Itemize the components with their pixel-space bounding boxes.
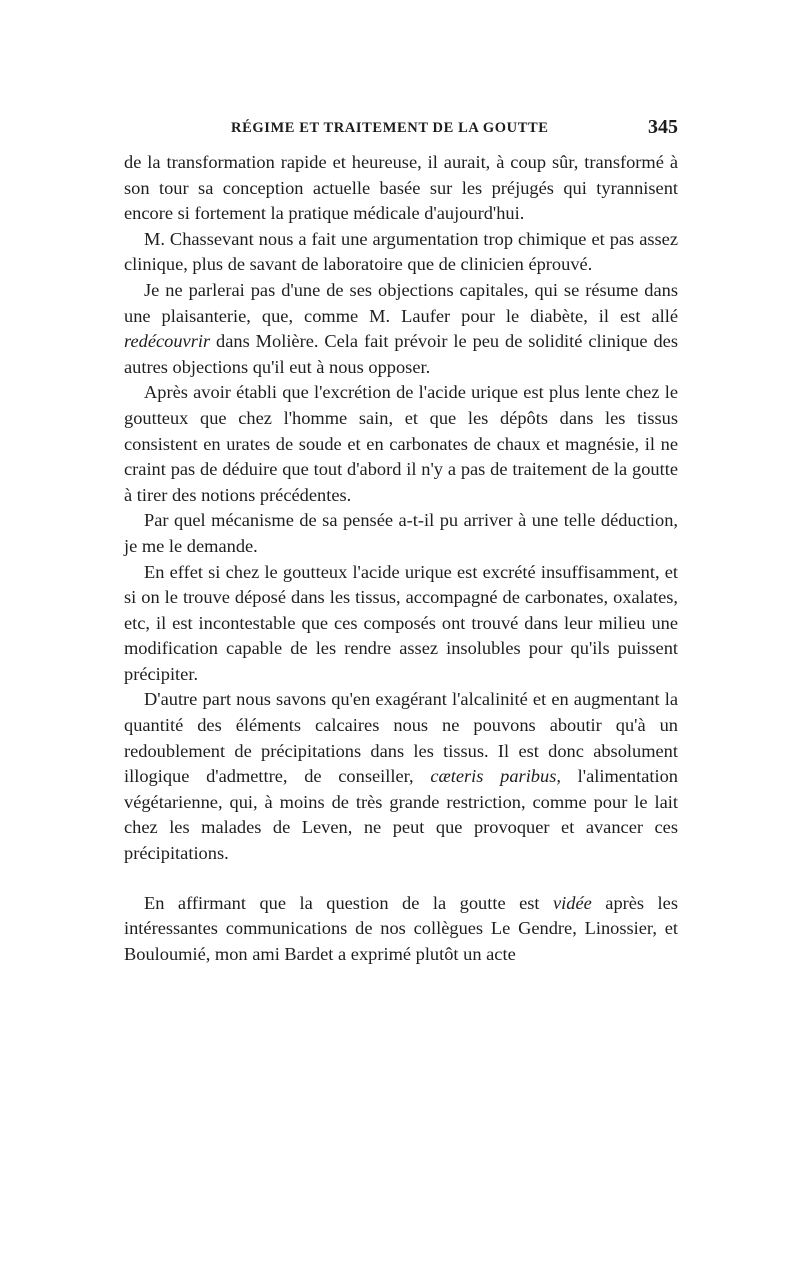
paragraph-3-text-after: dans Molière. Cela fait prévoir le peu de solidité clinique des autres objections qu'il eut à nous opposer. (124, 331, 678, 377)
paragraph-3 (124, 278, 678, 380)
page-header (124, 118, 678, 144)
paragraph-8-text-after: après les intéressantes communications de nos collègues Le Gendre, Linossier, et Bouloumié, mon ami Bardet a exprimé plutôt un acte (124, 892, 678, 964)
paragraph-8-text-before: En affirmant que la question de la goutte est (144, 892, 553, 913)
paragraph-4 (124, 380, 678, 508)
body-text (124, 150, 678, 967)
paragraph-7-text-after: l'alimentation végétarienne, qui, à moins de très grande restriction, comme pour le lait chez les malades de Leven, ne peut que provoquer et avancer ces précipitations. (124, 766, 678, 864)
paragraph-7 (124, 687, 678, 866)
paragraph-6-text: En effet si chez le goutteux l'acide urique est excrété insuffisamment, et si on le trouve déposé dans les tissus, accompagné de carbonates, oxalates, etc, il est incontestable que ces composés ont trouvé dans leur milieu une modification capable de les rendre assez insolubles pour qu'ils puissent précipiter. (124, 561, 678, 684)
page-number: 345 (648, 116, 678, 138)
paragraph-1-text: de la transformation rapide et heureuse, il aurait, à coup sûr, transformé à son tour sa conception actuelle basée sur les préjugés qui tyrannisent encore si fortement la pratique médicale d'aujourd'hui. (124, 152, 678, 224)
paragraph-7-text-before: D'autre part nous savons qu'en exagérant l'alcalinité et en augmentant la quantité des éléments calcaires nous ne pouvons aboutir qu'à un redoublement de précipitations dans les tissus. Il est donc absolument illogique d'admettre, de conseiller, (124, 689, 678, 787)
paragraph-8 (124, 891, 678, 968)
paragraph-3-italic: redécouvrir (124, 331, 211, 352)
paragraph-2-text: M. Chassevant nous a fait une argumentation trop chimique et pas assez clinique, plus de savant de laboratoire que de clinicien éprouvé. (124, 228, 678, 275)
running-title: RÉGIME ET TRAITEMENT DE LA GOUTTE (231, 120, 549, 136)
paragraph-3-text-before: Je ne parlerai pas d'une de ses objections capitales, qui se résume dans une plaisanterie, que, comme M. Laufer pour le diabète, il est allé (124, 279, 678, 326)
paragraph-2 (124, 227, 678, 278)
paragraph-5-text: Par quel mécanisme de sa pensée a-t-il pu arriver à une telle déduction, je me le demande. (124, 510, 678, 556)
paragraph-4-text: Après avoir établi que l'excrétion de l'acide urique est plus lente chez le goutteux que chez l'homme sain, et que les dépôts dans les tissus consistent en urates de soude et en carbonates de chaux et magnésie, il ne craint pas de déduire que tout d'abord il n'y a pas de traitement de la goutte à tirer des notions précédentes. (124, 382, 678, 505)
paragraph-8-italic: vidée (553, 892, 592, 913)
paragraph-7-italic: cæteris paribus, (430, 766, 561, 787)
paragraph-5 (124, 508, 678, 559)
paragraph-1 (124, 150, 678, 227)
paragraph-6 (124, 560, 678, 688)
